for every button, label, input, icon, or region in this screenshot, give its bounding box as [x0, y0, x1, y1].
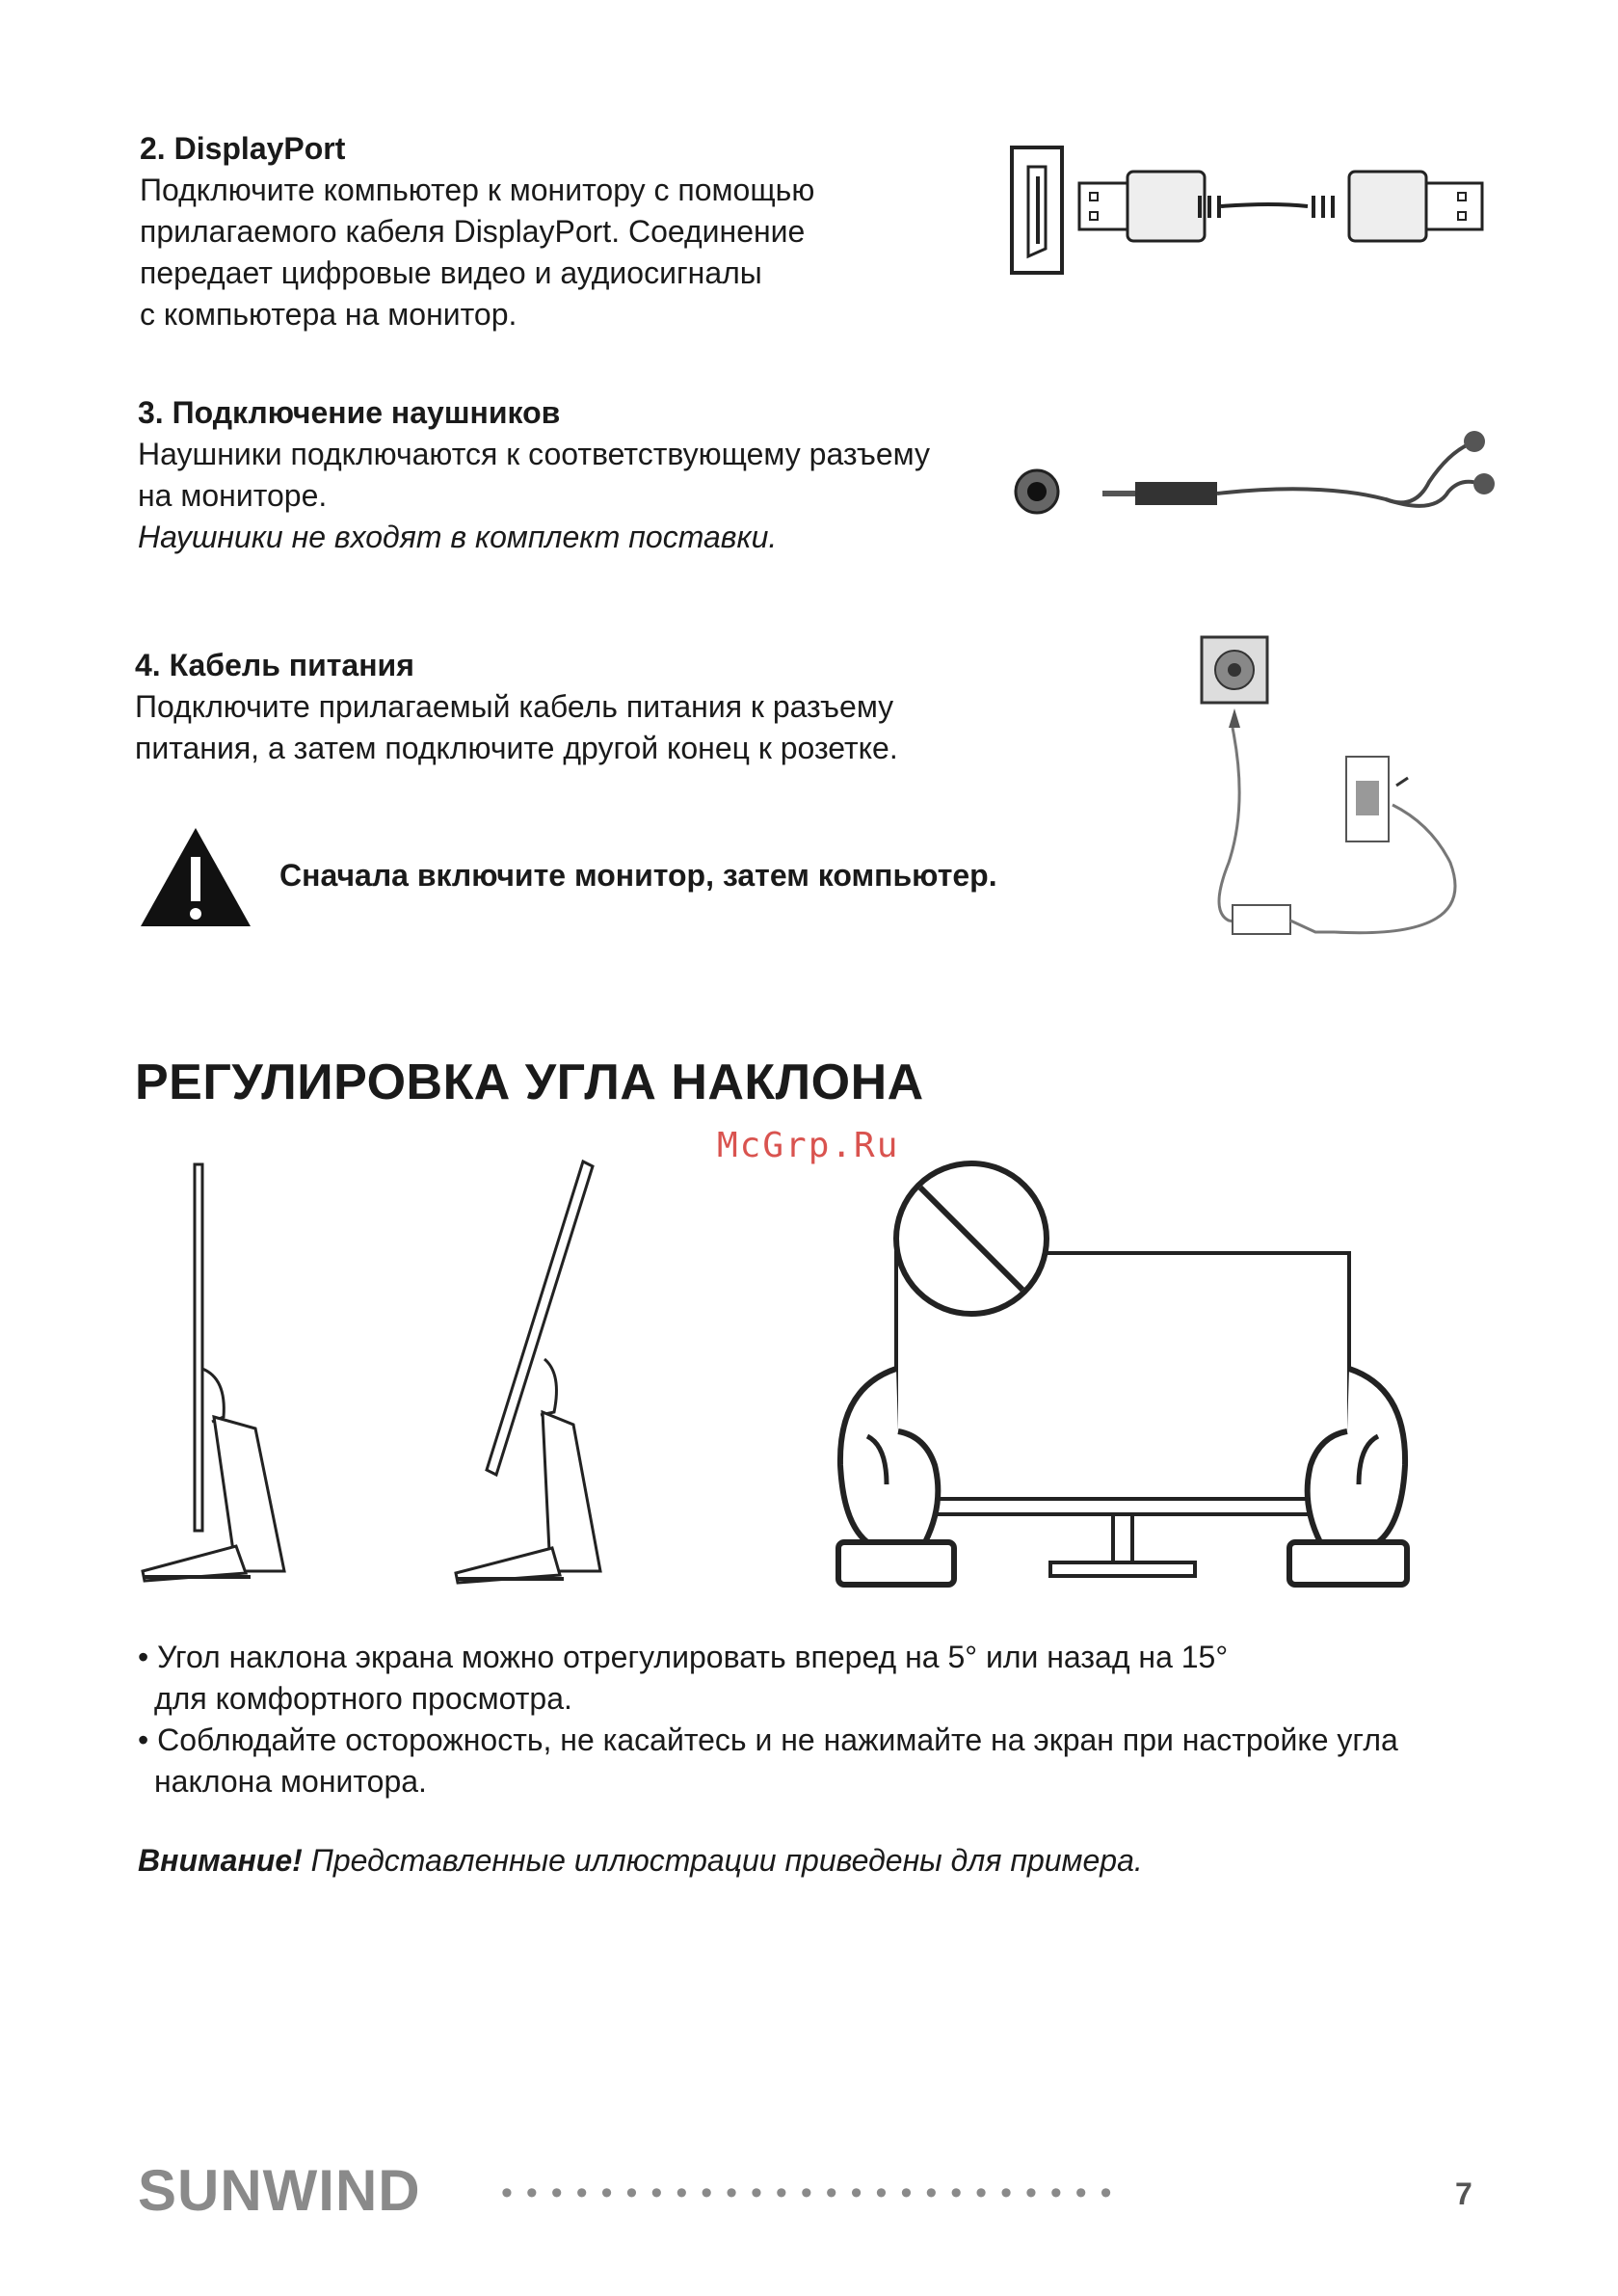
warning-text: Сначала включите монитор, затем компьютер.	[279, 858, 997, 893]
displayport-title: 2. DisplayPort	[140, 131, 346, 166]
displayport-section	[140, 127, 814, 335]
tilt-bullets	[138, 1637, 1398, 1802]
brand-logo: SUNWIND	[138, 2158, 421, 2223]
footer-dots: •••••••••••••••••••••••••	[501, 2175, 1126, 2211]
attention-note	[138, 1843, 1143, 1879]
power-line-2: питания, а затем подключите другой конец к розетке.	[135, 731, 898, 765]
page-number: 7	[1455, 2176, 1472, 2211]
headphones-line-2: на мониторе.	[138, 478, 328, 513]
headphones-illustration	[1010, 424, 1501, 540]
power-cable-illustration	[1190, 631, 1479, 959]
warning-icon	[137, 823, 254, 931]
bullet-2-line-2: наклона монитора.	[154, 1764, 427, 1799]
displayport-line-4: с компьютера на монитор.	[140, 297, 517, 332]
headphones-title: 3. Подключение наушников	[138, 395, 561, 430]
power-section	[135, 644, 898, 769]
displayport-cable-illustration	[1007, 143, 1499, 278]
watermark: McGrp.Ru	[717, 1126, 900, 1165]
tilt-heading: РЕГУЛИРОВКА УГЛА НАКЛОНА	[135, 1055, 924, 1110]
displayport-line-2: прилагаемого кабеля DisplayPort. Соединение	[140, 214, 806, 249]
headphones-section	[138, 391, 930, 558]
monitor-side-tilted-illustration	[448, 1157, 622, 1590]
headphones-note: Наушники не входят в комплект поставки.	[138, 520, 778, 554]
bullet-1-line-1: • Угол наклона экрана можно отрегулировать вперед на 5° или назад на 15°	[138, 1640, 1229, 1674]
attention-text: Представленные иллюстрации приведены для примера.	[302, 1843, 1143, 1878]
hands-on-screen-prohibited-illustration	[829, 1157, 1417, 1600]
attention-label: Внимание!	[138, 1843, 303, 1878]
power-title: 4. Кабель питания	[135, 648, 414, 682]
bullet-1-line-2: для комфортного просмотра.	[154, 1681, 572, 1716]
displayport-line-3: передает цифровые видео и аудиосигналы	[140, 255, 762, 290]
headphones-line-1: Наушники подключаются к соответствующему разъему	[138, 437, 931, 471]
bullet-2-line-1: • Соблюдайте осторожность, не касайтесь и не нажимайте на экран при настройке угла	[138, 1722, 1398, 1757]
monitor-side-vertical-illustration	[135, 1157, 299, 1590]
power-line-1: Подключите прилагаемый кабель питания к разъему	[135, 689, 894, 724]
displayport-line-1: Подключите компьютер к монитору с помощью	[140, 173, 815, 207]
